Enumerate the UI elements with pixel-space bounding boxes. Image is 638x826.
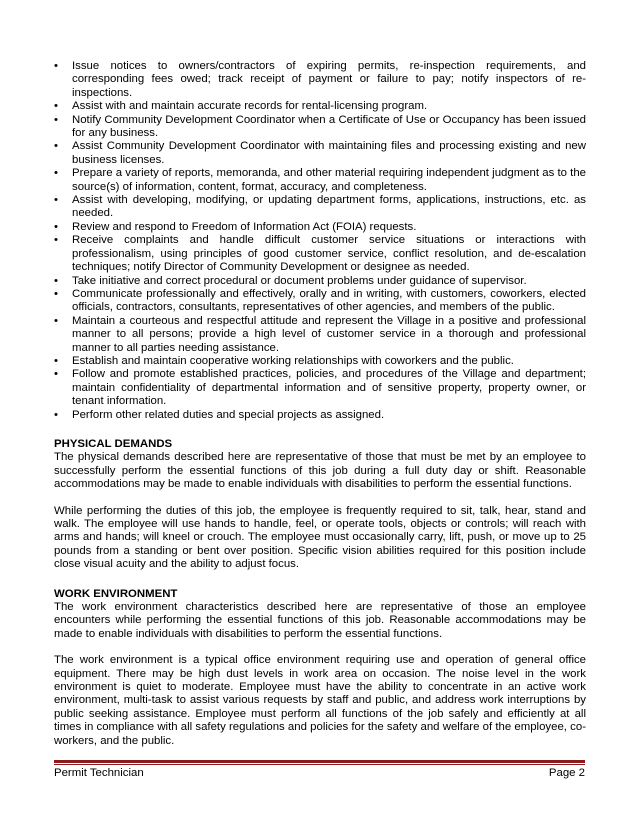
duty-text: Assist with developing, modifying, or updating department forms, applications, instructions, etc. as needed. [72, 194, 586, 220]
physical-demands-section [54, 438, 586, 572]
paragraph: The work environment characteristics described here are representative of those an employee encounters while performing the essential functions of this job. Reasonable accommodations may be made to enable individuals with disabilities to perform the essential functions. [54, 601, 586, 640]
paragraph: The work environment is a typical office environment requiring use and operation of general office equipment. There may be high dust levels in work area on occasion. The noise level in the work environment is quiet to moderate. Employee must have the ability to concentrate in an active work environment, multi-task to assist various requests by staff and public, and address work interruptions by public seeking assistance. Employee must perform all functions of the job safely and efficiently at all times in compliance with all safety regulations and policies for the safety and welfare of the employee, co-workers, and the public. [54, 654, 586, 747]
duty-text: Establish and maintain cooperative working relationships with coworkers and the public. [72, 354, 514, 367]
list-item [54, 194, 586, 221]
duty-text: Maintain a courteous and respectful attitude and represent the Village in a positive and professional manner to all persons; provide a high level of customer service in a thorough and professional manner to all parties needing assistance. [72, 314, 586, 354]
list-item [54, 114, 586, 141]
footer-title: Permit Technician [54, 767, 144, 779]
bullet-icon: • [54, 100, 58, 113]
list-item [54, 221, 586, 234]
bullet-icon: • [54, 408, 58, 421]
footer-divider-thin [54, 764, 585, 765]
list-item [54, 100, 586, 113]
duty-text: Take initiative and correct procedural or document problems under guidance of supervisor. [72, 274, 527, 287]
duty-text: Receive complaints and handle difficult customer service situations or interactions with professionalism, using principles of good customer service, conflict resolution, and de-escalation techniques; notify Director of Community Development or designee as needed. [72, 234, 586, 274]
list-item [54, 288, 586, 315]
duty-text: Prepare a variety of reports, memoranda, and other material requiring independent judgment as to the source(s) of information, content, format, accuracy, and completeness. [72, 167, 586, 193]
list-item [54, 140, 586, 167]
duty-text: Communicate professionally and effectively, orally and in writing, with customers, coworkers, elected officials, contractors, consultants, representatives of other agencies, and members of the public. [72, 287, 586, 314]
bullet-icon: • [54, 314, 58, 327]
list-item [54, 275, 586, 288]
bullet-icon: • [54, 234, 58, 247]
bullet-icon: • [54, 60, 58, 72]
bullet-icon: • [54, 167, 58, 180]
list-item [54, 234, 586, 274]
section-heading: PHYSICAL DEMANDS [54, 437, 173, 450]
bullet-icon: • [54, 140, 58, 153]
bullet-icon: • [54, 368, 58, 381]
bullet-icon: • [54, 354, 58, 367]
duty-text: Review and respond to Freedom of Information Act (FOIA) requests. [72, 220, 417, 233]
paragraph: The physical demands described here are representative of those that must be met by an employee to successfully perform the essential functions of this job during a full duty day or shift. Reasonable accommodations may be made to enable individuals with disabilities to perform the essential functions. [54, 451, 586, 491]
list-item [54, 368, 586, 408]
paragraph: While performing the duties of this job, the employee is frequently required to sit, talk, hear, stand and walk. The employee will use hands to handle, feel, or operate tools, objects or controls; will reach with arms and hands; will kneel or crouch. The employee must occasionally carry, lift, push, or move up to 25 pounds from a standing or bent over position. Specific vision abilities required for this position include close visual acuity and the ability to adjust focus. [54, 504, 586, 571]
list-item [54, 355, 586, 368]
bullet-icon: • [54, 194, 58, 207]
bullet-icon: • [54, 287, 58, 300]
bullet-icon: • [54, 220, 58, 233]
duty-text: Assist Community Development Coordinator with maintaining files and processing existing and new business licenses. [72, 140, 586, 166]
list-item [54, 60, 586, 100]
duty-text: Assist with and maintain accurate records for rental-licensing program. [72, 100, 428, 113]
document-page [54, 60, 586, 748]
footer-divider [54, 760, 585, 763]
section-heading: WORK ENVIRONMENT [54, 587, 178, 600]
bullet-icon: • [54, 274, 58, 287]
duty-text: Perform other related duties and special projects as assigned. [72, 408, 385, 421]
work-environment-section [54, 588, 586, 748]
page-footer [54, 767, 585, 780]
duty-text: Follow and promote established practices, policies, and procedures of the Village and department; maintain confidentiality of departmental information and of sensitive property, property owner, or tenant information. [72, 368, 586, 408]
page-number: Page 2 [548, 767, 585, 779]
list-item [54, 409, 586, 422]
duties-list [54, 60, 586, 422]
duty-text: Notify Community Development Coordinator when a Certificate of Use or Occupancy has been issued for any business. [72, 113, 586, 140]
list-item [54, 315, 586, 355]
duty-text: Issue notices to owners/contractors of expiring permits, re-inspection requirements, and corresponding fees owed; track receipt of payment or failure to pay; notify inspectors of re-inspections. [72, 60, 586, 99]
bullet-icon: • [54, 113, 58, 126]
list-item [54, 167, 586, 194]
